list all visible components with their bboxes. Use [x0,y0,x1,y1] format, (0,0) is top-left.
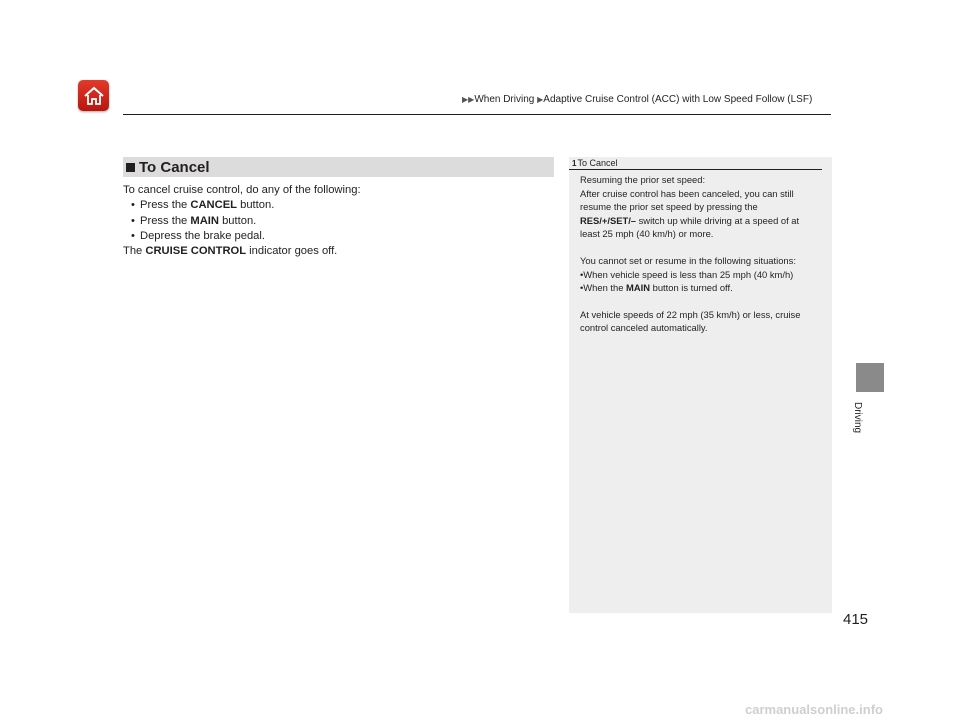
section-header [123,157,554,177]
list-item: • Press the MAIN button. [123,214,543,229]
list-item: •When vehicle speed is less than 25 mph (40 km/h) [580,268,794,280]
watermark: carmanualsonline.info [745,702,883,717]
bullet-icon: • [131,229,135,242]
breadcrumb-arrow-icon: ▶▶ [462,95,475,104]
breadcrumb-arrow-icon: ▶ [537,95,544,104]
list-item: • Depress the brake pedal. [123,229,543,244]
list-item: • Press the CANCEL button. [123,198,543,213]
note-marker-icon: 1 [572,159,577,168]
page-number: 415 [843,611,869,628]
breadcrumb-item[interactable]: Adaptive Cruise Control (ACC) with Low Speed Follow (LSF) [543,94,813,105]
section-square-icon [126,163,135,172]
bullet-icon: • [580,282,584,294]
breadcrumb-item[interactable]: When Driving [474,94,535,105]
bullet-icon: • [131,214,135,227]
intro-text: To cancel cruise control, do any of the following: [123,184,361,196]
home-button[interactable] [78,80,109,111]
sidenote-body: Resuming the prior set speed: After cruise control has been canceled, you can still resume the prior set speed by pressing the RES/+/SET/– switch up while driving at a speed of at least 25 mph (40 km/h) or more. You cannot set or resume in the following situations: •When vehicle speed is less than 25 mph (40 km/h) •When the MAIN button is turned off. At vehicle speeds of 22 mph (35 km/h) or less, cruise control canceled automatically. [580,173,828,335]
bullet-icon: • [131,199,135,212]
section-title: To Cancel [139,158,210,176]
home-icon [83,86,105,106]
sidenote-header: 1To Cancel [569,157,822,170]
list-item: •When the MAIN button is turned off. [580,282,733,294]
header-divider [123,114,831,115]
bullet-icon: • [580,268,584,280]
sidenote-panel [569,157,832,613]
outro-text: The CRUISE CONTROL indicator goes off. [123,245,338,258]
chapter-label: Driving [852,402,863,434]
chapter-tab[interactable] [856,363,884,392]
breadcrumb [462,94,812,105]
main-content [123,183,543,259]
